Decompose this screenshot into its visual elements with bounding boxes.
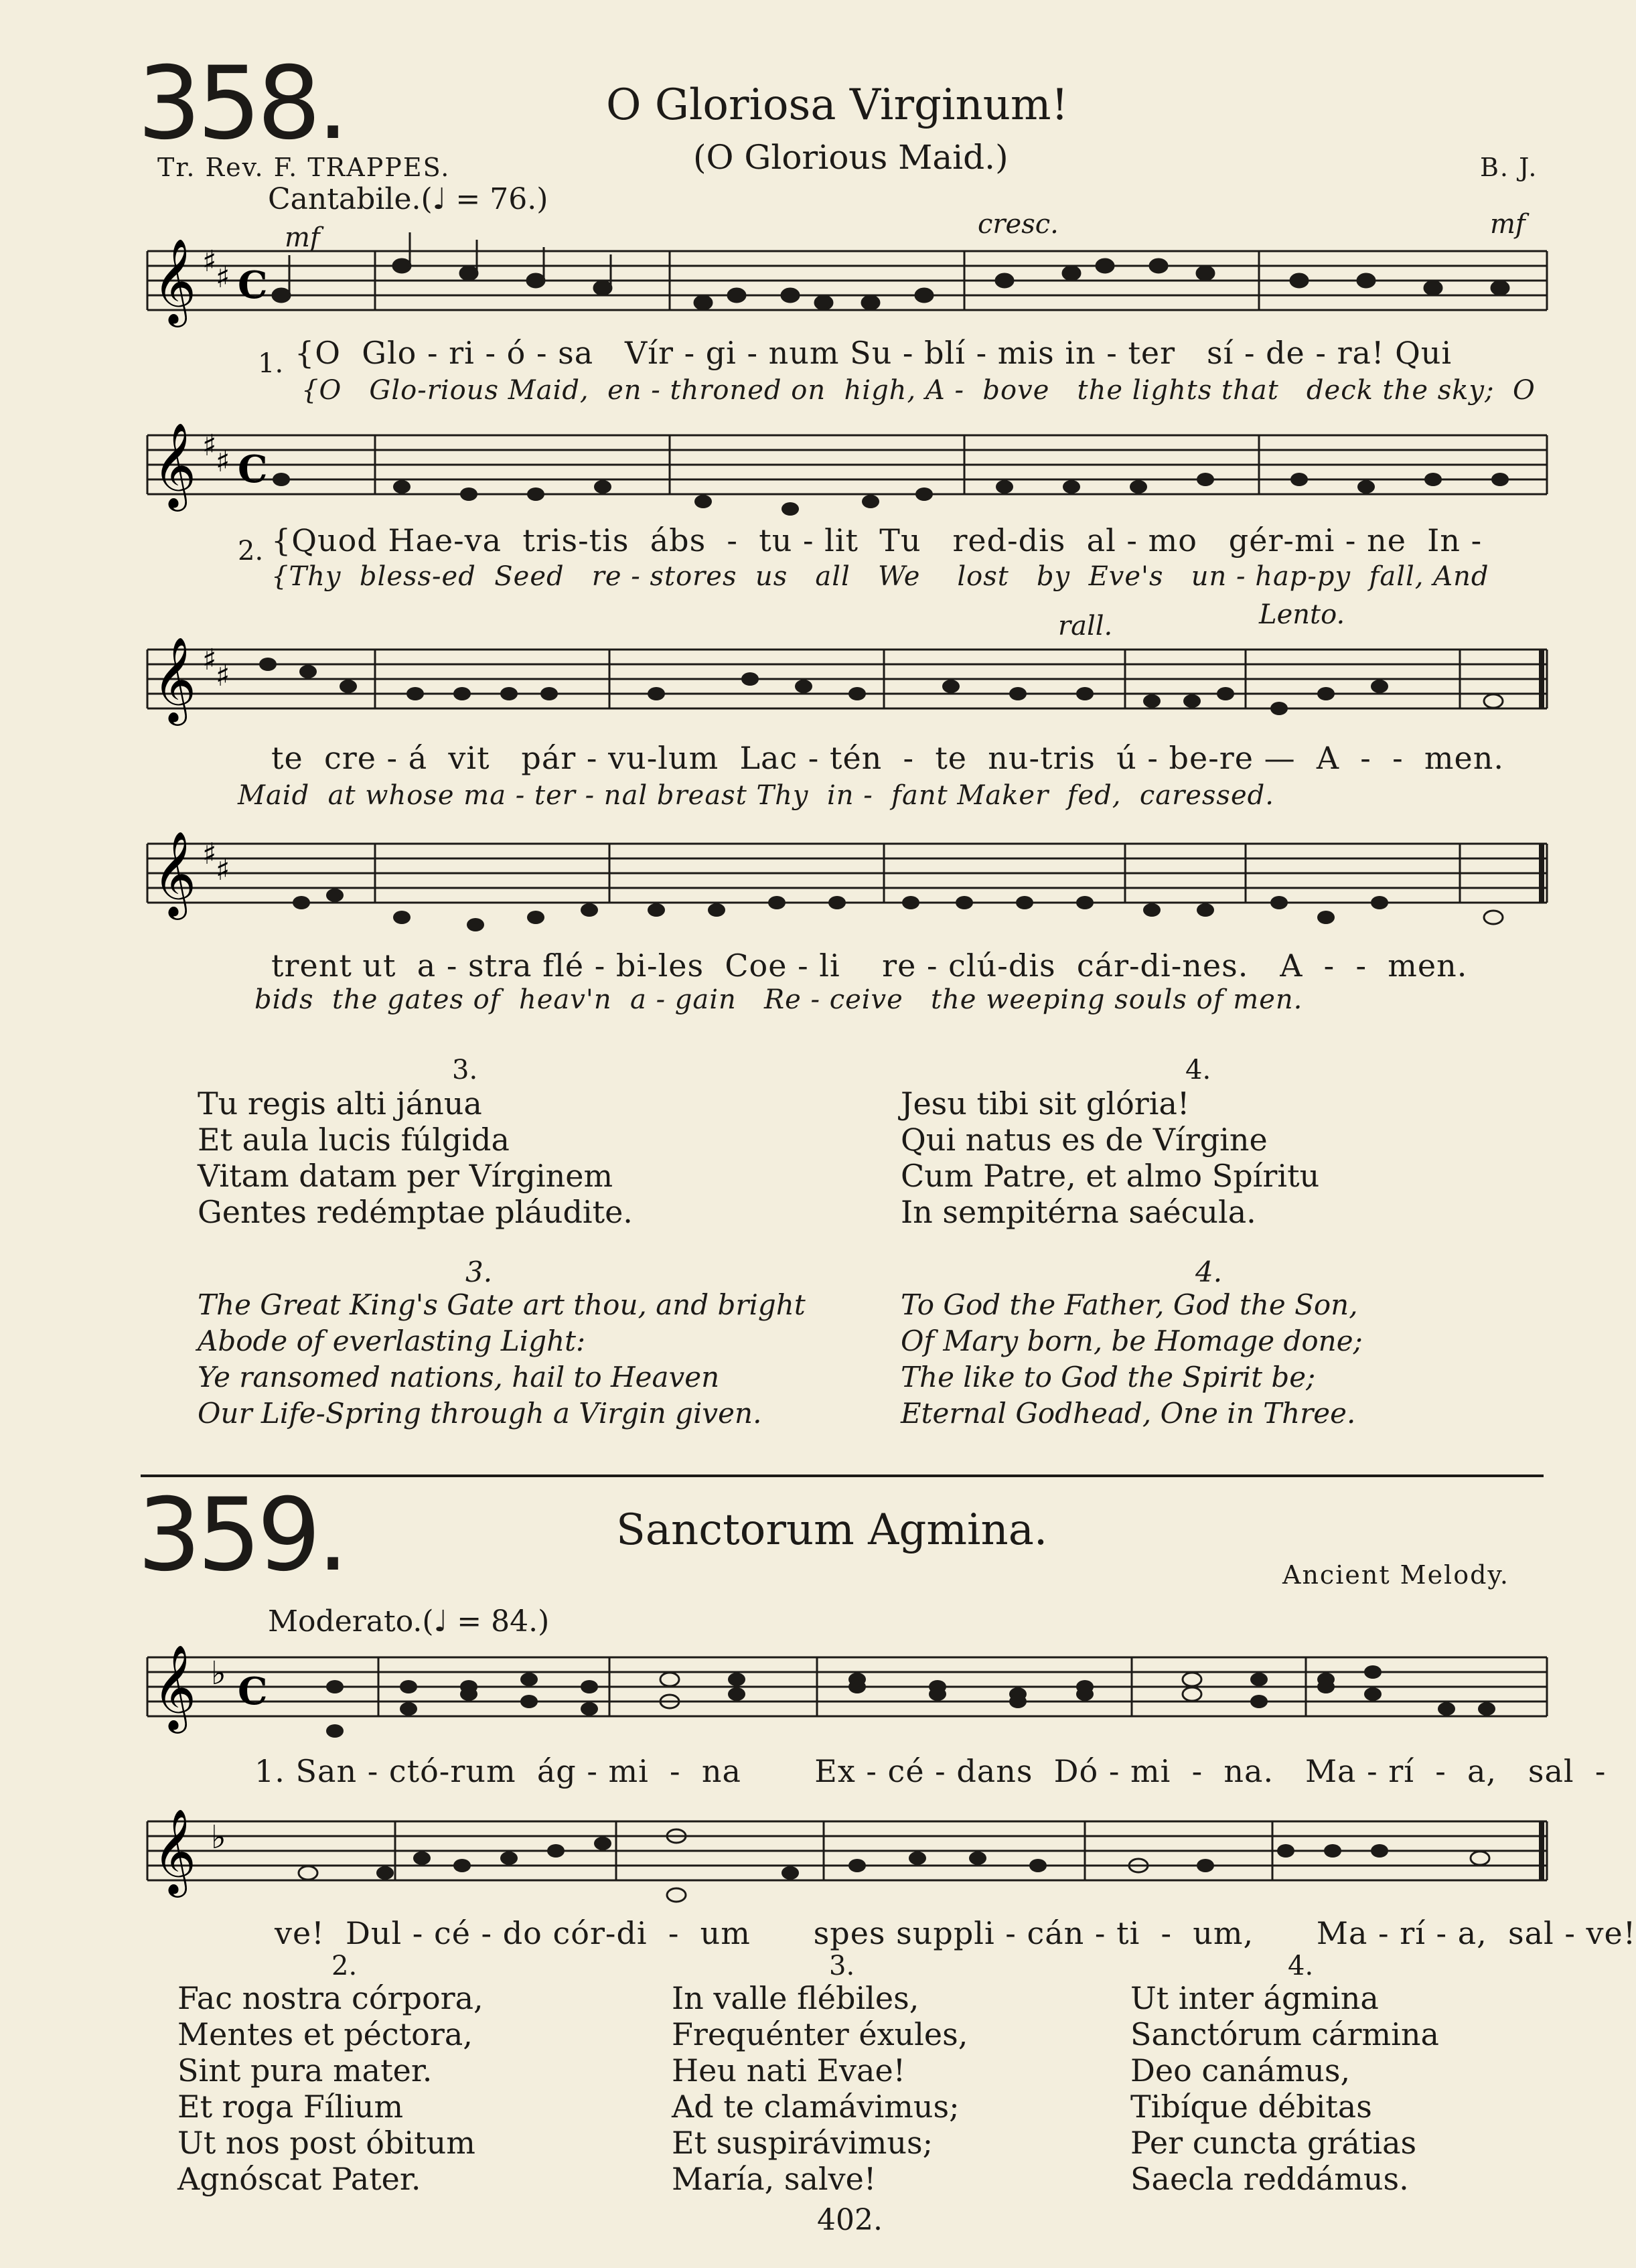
translator-credit: Tr. Rev. F. TRAPPES. [157, 153, 451, 182]
stanza-line: Et aula lucis fúlgida [198, 1122, 510, 1158]
stanza-3-latin [198, 1055, 633, 1230]
svg-text:♯: ♯ [202, 429, 217, 463]
lyrics-latin-line: ve! Dul - cé - do cór-di - um spes suppli - cán - ti - um, Ma - rí - a, sal - ve! [275, 1915, 1636, 1951]
stanza-line: Mentes et péctora, [177, 2016, 473, 2052]
lyrics-english-line: bids the gates of heav'n a - gain Re - ceive the weeping souls of men. [254, 984, 1303, 1015]
stanza-4-latin [901, 1055, 1319, 1230]
stanza-line: Fac nostra córpora, [177, 1980, 484, 2016]
stanza-number: 3. [465, 1256, 493, 1288]
lyrics-english-line: {Thy bless-ed Seed re - stores us all We lost by Eve's un - hap-py fall, And [271, 561, 1489, 592]
lyrics-latin-line: 1. San - ctó-rum ág - mi - na Ex - cé - dans Dó - mi - na. Ma - rí - a, sal - [254, 1753, 1607, 1789]
dynamic-mf: mf [285, 222, 320, 253]
music-staff [147, 1801, 1554, 1915]
music-staff [147, 415, 1554, 522]
svg-text:♭: ♭ [211, 1655, 226, 1692]
verse-number: 1. [258, 348, 284, 379]
stanza-line: Ad te clamávimus; [672, 2089, 960, 2125]
svg-text:𝄞: 𝄞 [153, 636, 197, 722]
music-staff [147, 1637, 1554, 1751]
svg-text:𝄞: 𝄞 [153, 1808, 197, 1894]
stanza-line: Et roga Fílium [177, 2089, 404, 2125]
stanza-line: Qui natus es de Vírgine [901, 1122, 1268, 1158]
source-credit: Ancient Melody. [1282, 1560, 1509, 1590]
stanza-line: Agnóscat Pater. [177, 2161, 421, 2197]
hymn-358-number: 358. [137, 46, 345, 162]
stanza-3 [672, 1952, 968, 2197]
stanza-line: Vitam datam per Vírginem [198, 1158, 613, 1194]
lyrics-latin-line: {O Glo - ri - ó - sa Vír - gi - num Su - blí - mis in - ter sí - de - ra! Qui [295, 335, 1453, 371]
svg-text:C: C [238, 1669, 268, 1714]
lyrics-english-line: {O Glo-rious Maid, en - throned on high, A - bove the lights that deck the sky; O [301, 375, 1536, 406]
stanza-line: Tu regis alti jánua [198, 1085, 482, 1122]
page-number: 402. [817, 2203, 883, 2237]
dynamic-lento: Lento. [1259, 599, 1345, 630]
stanza-line: Eternal Godhead, One in Three. [901, 1397, 1356, 1430]
stanza-line: Et suspirávimus; [672, 2125, 934, 2161]
lyrics-latin-line: te cre - á vit pár - vu-lum Lac - tén - te nu-tris ú - be-re — A - - men. [271, 740, 1504, 776]
lyrics-english-line: Maid at whose ma - ter - nal breast Thy in - fant Maker fed, caressed. [238, 780, 1274, 811]
hymn-358-subtitle: (O Glorious Maid.) [693, 138, 1009, 177]
tempo-marking: Cantabile.(♩ = 76.) [268, 182, 548, 216]
stanza-line: María, salve! [672, 2161, 877, 2197]
svg-text:♯: ♯ [216, 659, 230, 693]
stanza-number: 4. [1195, 1256, 1223, 1288]
lyrics-latin-line: {Quod Hae-va tris-tis ábs - tu - lit Tu red-dis al - mo gér-mi - ne In - [271, 522, 1483, 558]
dynamic-mf: mf [1490, 209, 1526, 240]
hymn-358-title: O Gloriosa Virginum! [606, 80, 1069, 130]
hymn-359-title: Sanctorum Agmina. [616, 1505, 1048, 1555]
music-staff [147, 231, 1554, 338]
svg-text:♭: ♭ [211, 1819, 226, 1856]
stanza-line: Sint pura mater. [177, 2052, 433, 2089]
svg-text:♯: ♯ [216, 260, 230, 295]
svg-text:𝄞: 𝄞 [153, 1644, 197, 1730]
svg-text:♯: ♯ [202, 643, 217, 677]
stanza-line: In valle flébiles, [672, 1980, 919, 2016]
svg-text:C: C [238, 447, 268, 492]
music-staff [147, 824, 1554, 931]
stanza-line: The like to God the Spirit be; [901, 1361, 1316, 1393]
stanza-number: 3. [452, 1055, 478, 1085]
dynamic-cresc: cresc. [978, 209, 1059, 240]
stanza-line: Ye ransomed nations, hail to Heaven [198, 1361, 720, 1393]
stanza-2 [177, 1952, 484, 2197]
svg-text:♯: ♯ [202, 244, 217, 279]
verse-number: 2. [238, 536, 264, 566]
stanza-line: Deo canámus, [1130, 2052, 1351, 2089]
stanza-line: Saecla reddámus. [1130, 2161, 1409, 2197]
stanza-line: Per cuncta grátias [1130, 2125, 1417, 2161]
stanza-line: Of Mary born, be Homage done; [901, 1325, 1363, 1357]
hymn-359-number: 359. [137, 1477, 345, 1594]
svg-text:𝄞: 𝄞 [153, 830, 197, 916]
stanza-number: 4. [1185, 1055, 1211, 1085]
dynamic-rall: rall. [1058, 611, 1113, 641]
svg-text:♯: ♯ [202, 837, 217, 871]
stanza-line: Jesu tibi sit glória! [901, 1085, 1190, 1122]
stanza-line: Frequénter éxules, [672, 2016, 968, 2052]
stanza-number: 4. [1288, 1951, 1314, 1981]
stanza-line: Heu nati Evae! [672, 2052, 906, 2089]
stanza-line: Tibíque débitas [1130, 2089, 1372, 2125]
stanza-line: Ut inter ágmina [1130, 1980, 1379, 2016]
svg-text:𝄞: 𝄞 [153, 238, 197, 323]
tempo-marking: Moderato.(♩ = 84.) [268, 1604, 550, 1639]
stanza-line: Cum Patre, et almo Spíritu [901, 1158, 1320, 1194]
stanza-line: Sanctórum cármina [1130, 2016, 1439, 2052]
svg-text:C: C [238, 263, 268, 307]
stanza-4-english [901, 1258, 1363, 1432]
svg-text:𝄞: 𝄞 [153, 422, 197, 508]
svg-text:♯: ♯ [216, 445, 230, 479]
stanza-line: Gentes redémptae pláudite. [198, 1194, 633, 1230]
stanza-line: Abode of everlasting Light: [198, 1325, 586, 1357]
lyrics-latin-line: trent ut a - stra flé - bi-les Coe - li re - clú-dis cár-di-nes. A - - men. [271, 948, 1468, 984]
stanza-line: The Great King's Gate art thou, and bright [198, 1288, 806, 1321]
section-divider [141, 1475, 1544, 1477]
stanza-4 [1130, 1952, 1439, 2197]
composer-credit: B. J. [1480, 153, 1538, 182]
stanza-line: Our Life-Spring through a Virgin given. [198, 1397, 762, 1430]
svg-text:♯: ♯ [216, 853, 230, 887]
stanza-line: To God the Father, God the Son, [901, 1288, 1358, 1321]
stanza-line: In sempitérna saécula. [901, 1194, 1256, 1230]
stanza-number: 3. [829, 1951, 855, 1981]
music-staff [147, 629, 1554, 737]
stanza-3-english [198, 1258, 806, 1432]
stanza-number: 2. [331, 1951, 358, 1981]
stanza-line: Ut nos post óbitum [177, 2125, 475, 2161]
